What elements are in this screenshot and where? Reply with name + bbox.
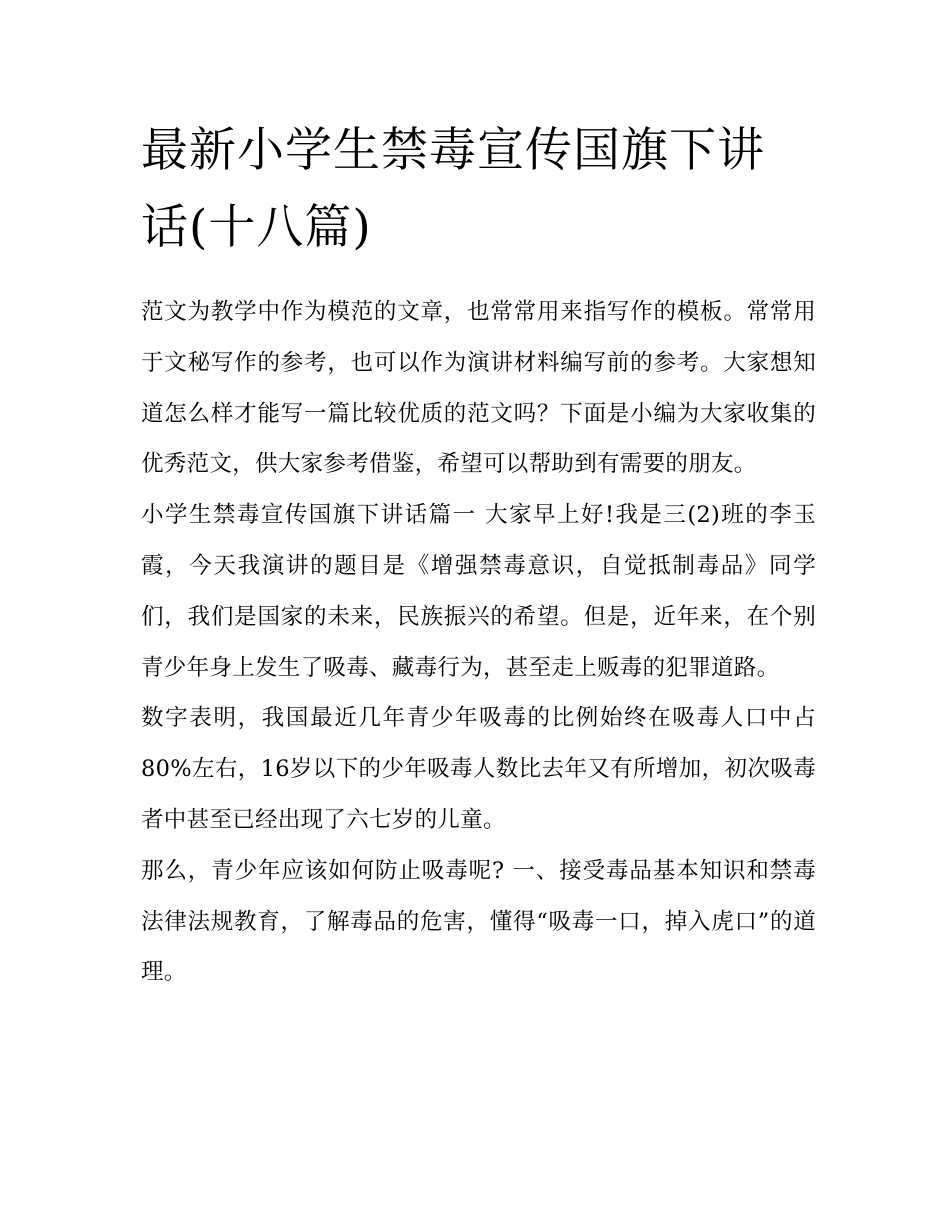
document-page (141, 112, 821, 998)
speech-opening-paragraph: 小学生禁毒宣传国旗下讲话篇一 大家早上好!我是三(2)班的李玉霞，今天我演讲的题目是《增强禁毒意识，自觉抵制毒品》同学们，我们是国家的未来，民族振兴的希望。但是，近年来，在个别青少年身上发生了吸毒、藏毒行为，甚至走上贩毒的犯罪道路。 (141, 502, 816, 681)
document-title: 最新小学生禁毒宣传国旗下讲话(十八篇) (141, 123, 765, 255)
statistics-paragraph: 数字表明，我国最近几年青少年吸毒的比例始终在吸毒人口中占80%左右，16岁以下的少年吸毒人数比去年又有所增加，初次吸毒者中甚至已经出现了六七岁的儿童。 (141, 705, 816, 833)
prevention-paragraph: 那么，青少年应该如何防止吸毒呢? 一、接受毒品基本知识和禁毒法律法规教育，了解毒品的危害，懂得“吸毒一口，掉入虎口”的道理。 (141, 857, 816, 986)
intro-paragraph: 范文为教学中作为模范的文章，也常常用来指写作的模板。常常用于文秘写作的参考，也可以作为演讲材料编写前的参考。大家想知道怎么样才能写一篇比较优质的范文吗？下面是小编为大家收集的优秀范文，供大家参考借鉴，希望可以帮助到有需要的朋友。 (141, 299, 816, 478)
document-body (141, 287, 821, 998)
